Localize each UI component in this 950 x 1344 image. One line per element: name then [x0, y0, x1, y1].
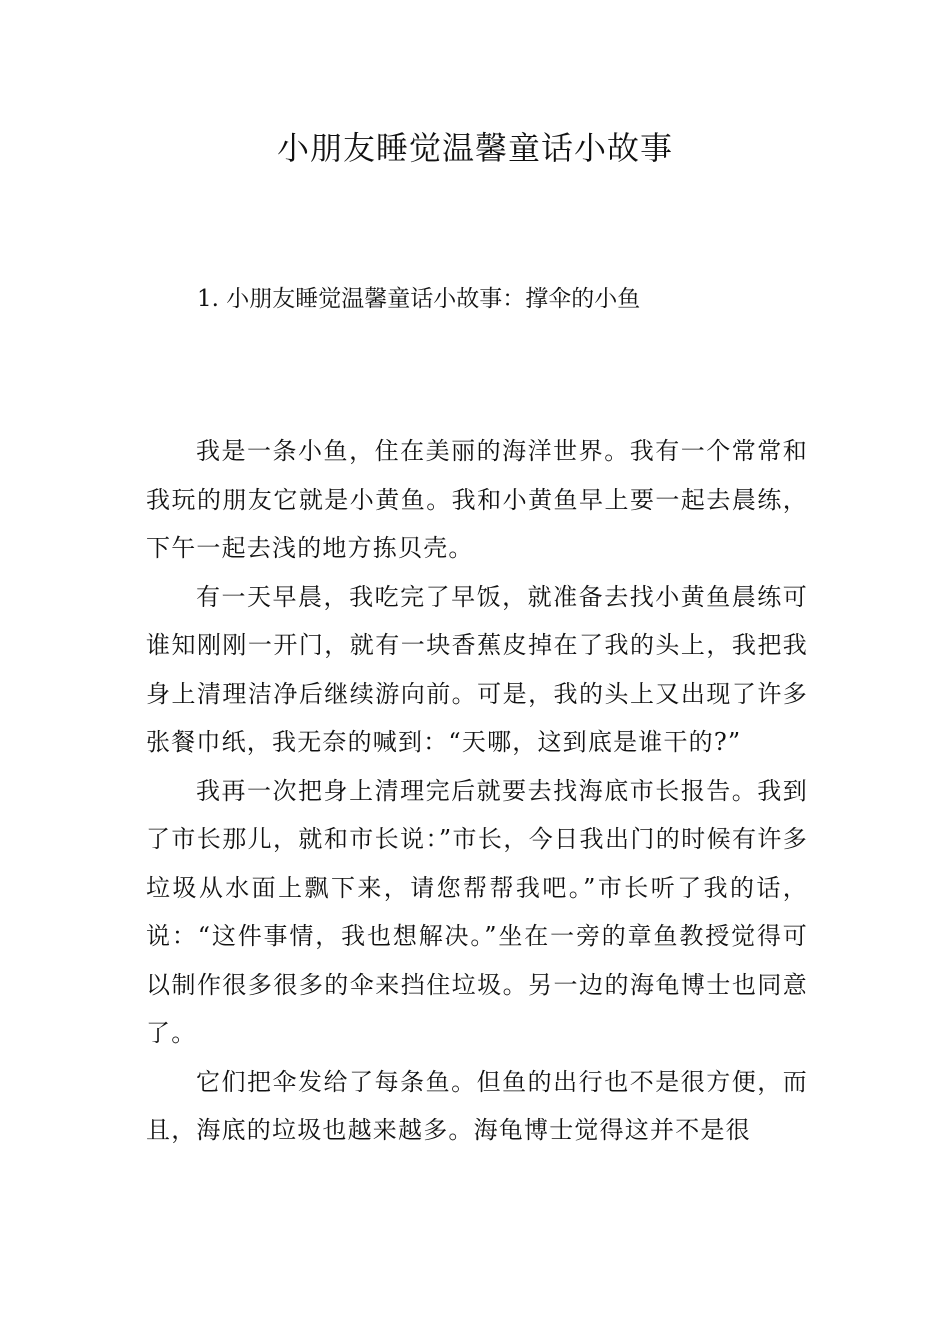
paragraph-2: 有一天早晨，我吃完了早饭，就准备去找小黄鱼晨练可谁知刚刚一开门，就有一块香蕉皮掉在了我的头上，我把我身上清理洁净后继续游向前。可是，我的头上又出现了许多张餐巾纸，我无奈的喊到：“天哪，这到底是谁干的?” [146, 582, 808, 756]
paragraph-3: 我再一次把身上清理完后就要去找海底市长报告。我到了市长那儿，就和市长说：”市长，今日我出门的时候有许多垃圾从水面上飘下来，请您帮帮我吧。”市长听了我的话，说：“这件事情，我也想解决。”坐在一旁的章鱼教授觉得可以制作很多很多的伞来挡住垃圾。另一边的海龟博士也同意了。 [146, 776, 808, 1047]
paragraph-4: 它们把伞发给了每条鱼。但鱼的出行也不是很方便，而且，海底的垃圾也越来越多。海龟博士觉得这并不是很 [146, 1067, 808, 1144]
section-heading: 1. 小朋友睡觉温馨童话小故事：撑伞的小鱼 [197, 286, 641, 312]
story-body [146, 427, 808, 1155]
paragraph-1: 我是一条小鱼，住在美丽的海洋世界。我有一个常常和我玩的朋友它就是小黄鱼。我和小黄鱼早上要一起去晨练，下午一起去浅的地方拣贝壳。 [146, 437, 808, 562]
document-title: 小朋友睡觉温馨童话小故事 [276, 129, 673, 167]
